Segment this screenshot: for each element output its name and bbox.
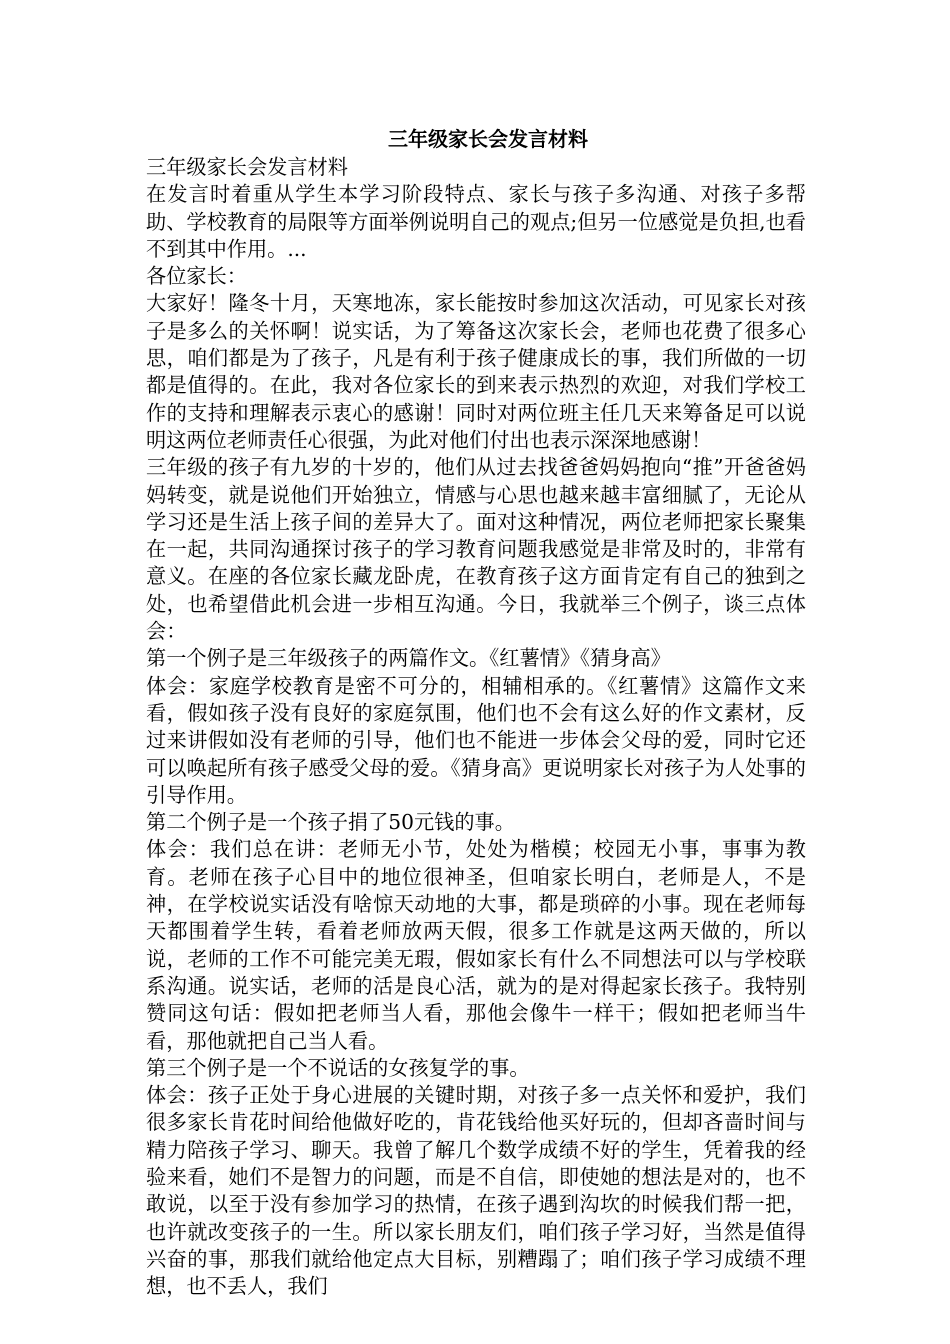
paragraph-reflection-2: 体会：我们总在讲：老师无小节，处处为楷模；校园无小事，事事为教育。老师在孩子心目中的地位很神圣，但咱家长明白，老师是人，不是神，在学校说实话没有啥惊天动地的大事，都是琐碎的小事。现在老师每天都围着学生转，看着老师放两天假，很多工作就是这两天做的，所以说，老师的工作不可能完美无瑕，假如家长有什么不同想法可以与学校联系沟通。说实话，老师的活是良心活，就为的是对得起家长孩子。我特别赞同这句话：假如把老师当人看，那他会像牛一样干；假如把老师当牛看，那他就把自己当人看。: [146, 837, 806, 1053]
paragraph-summary: 在发言时着重从学生本学习阶段特点、家长与孩子多沟通、对孩子多帮助、学校教育的局限等方面举例说明自己的观点;但另一位感觉是负担,也看不到其中作用。...: [146, 182, 806, 261]
paragraph-intro: 三年级的孩子有九岁的十岁的，他们从过去找爸爸妈妈抱向“推”开爸爸妈妈转变，就是说他们开始独立，情感与心思也越来越丰富细腻了，无论从学习还是生活上孩子间的差异大了。面对这种情况，两位老师把家长聚集在一起，共同沟通探讨孩子的学习教育问题我感觉是非常及时的，非常有意义。在座的各位家长藏龙卧虎，在教育孩子这方面肯定有自己的独到之处，也希望借此机会进一步相互沟通。今日，我就举三个例子，谈三点体会：: [146, 455, 806, 644]
paragraph-example-1: 第一个例子是三年级孩子的两篇作文。《红薯情》《猜身高》: [146, 646, 671, 671]
paragraph-example-3: 第三个例子是一个不说话的女孩复学的事。: [146, 1055, 530, 1080]
paragraph-salutation: 各位家长：: [146, 264, 247, 289]
document-title: 三年级家长会发言材料: [388, 127, 588, 151]
paragraph-reflection-3: 体会：孩子正处于身心进展的关键时期，对孩子多一点关怀和爱护，我们很多家长肯花时间给他做好吃的，肯花钱给他买好玩的，但却吝啬时间与精力陪孩子学习、聊天。我曾了解几个数学成绩不好的学生，凭着我的经验来看，她们不是智力的问题，而是不自信，即使她的想法是对的，也不敢说，以至于没有参加学习的热情，在孩子遇到沟坎的时候我们帮一把，也许就改变孩子的一生。所以家长朋友们，咱们孩子学习好，当然是值得兴奋的事，那我们就给他定点大目标，别糟蹋了；咱们孩子学习成绩不理想，也不丢人，我们: [146, 1083, 806, 1299]
document-page: [146, 124, 806, 1300]
paragraph-example-2: 第二个例子是一个孩子捐了50元钱的事。: [146, 810, 515, 835]
paragraph-subtitle: 三年级家长会发言材料: [146, 155, 348, 179]
paragraph-greeting: 大家好！隆冬十月，天寒地冻，家长能按时参加这次活动，可见家长对孩子是多么的关怀啊！说实话，为了筹备这次家长会，老师也花费了很多心思，咱们都是为了孩子，凡是有利于孩子健康成长的事，我们所做的一切都是值得的。在此，我对各位家长的到来表示热烈的欢迎，对我们学校工作的支持和理解表示衷心的感谢！同时对两位班主任几天来筹备足可以说明这两位老师责任心很强，为此对他们付出也表示深深地感谢！: [146, 291, 806, 452]
paragraph-reflection-1: 体会：家庭学校教育是密不可分的，相辅相承的。《红薯情》这篇作文来看，假如孩子没有良好的家庭氛围，他们也不会有这么好的作文素材，反过来讲假如没有老师的引导，他们也不能进一步体会父母的爱，同时它还可以唤起所有孩子感受父母的爱。《猜身高》更说明家长对孩子为人处事的引导作用。: [146, 673, 806, 807]
